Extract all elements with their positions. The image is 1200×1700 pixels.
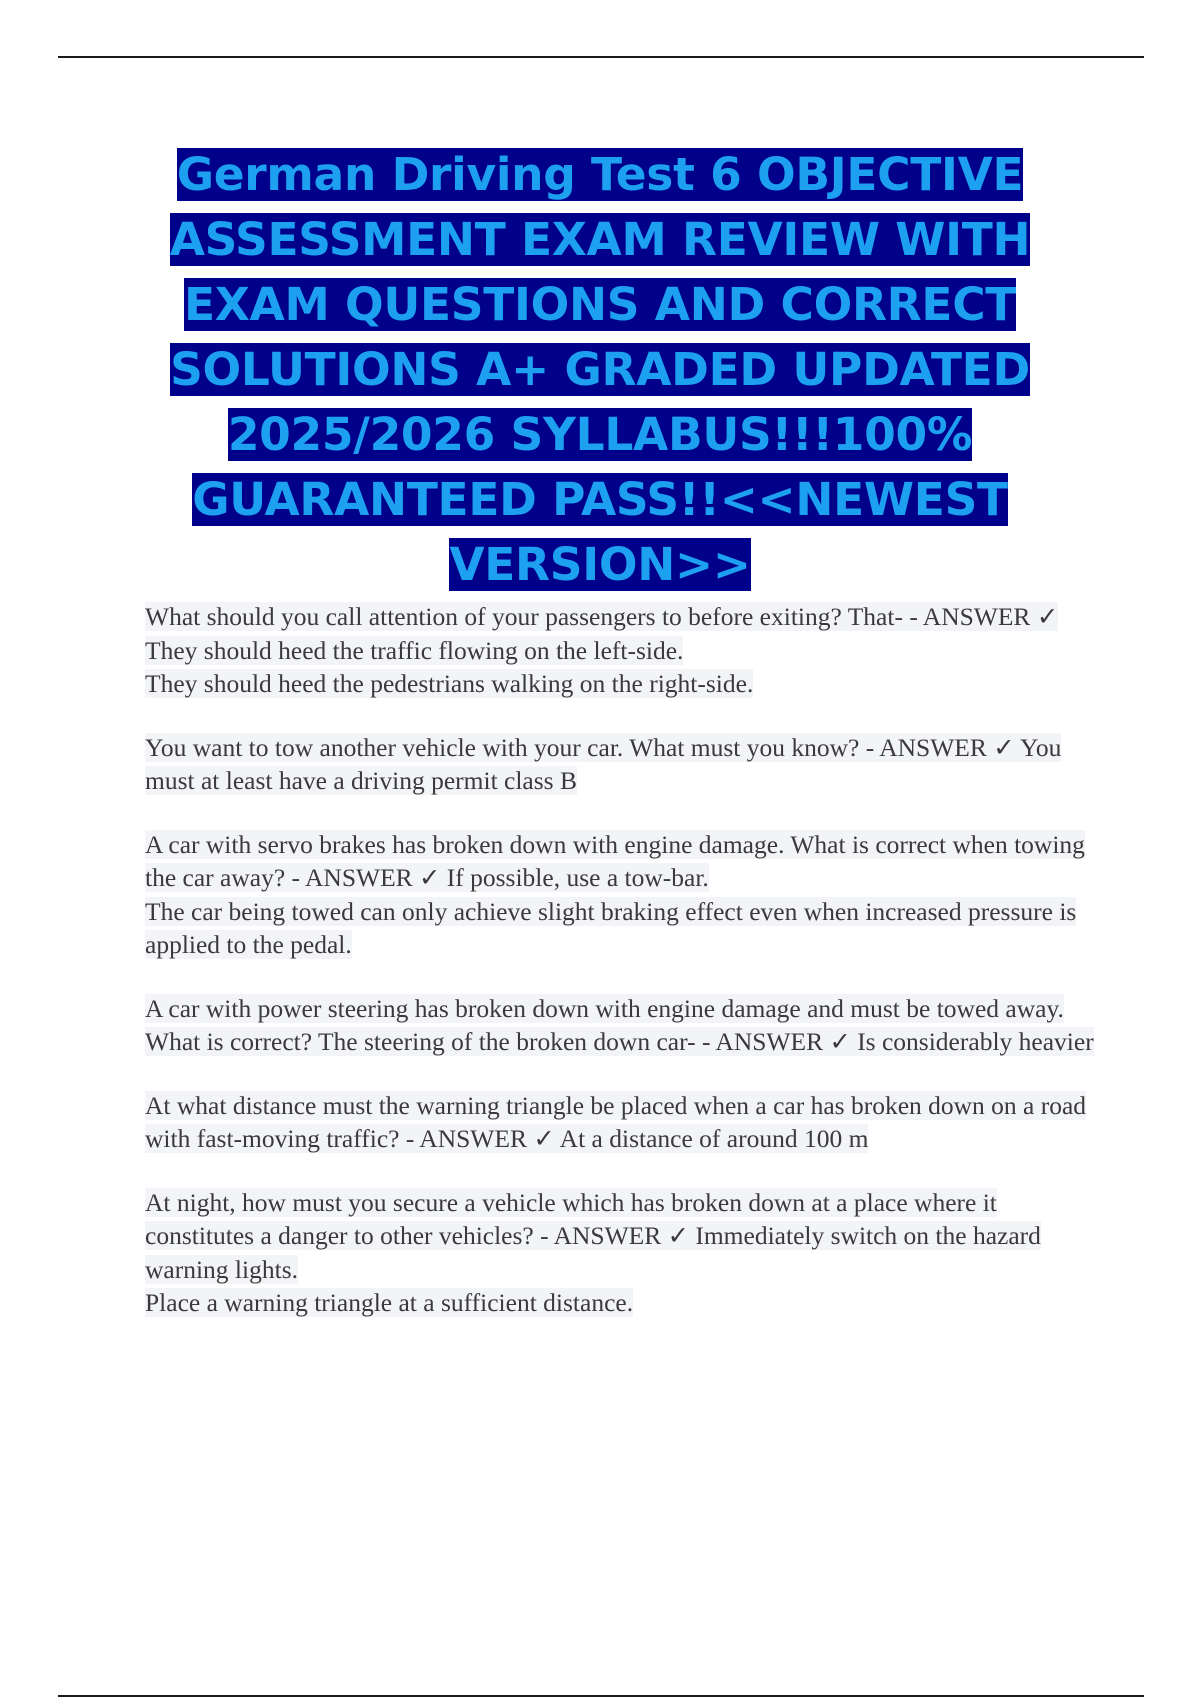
qa-text: A car with power steering has broken down with engine damage and must be towed away. What is correct? The steering of the broken down car- - ANSWER ✓ Is considerably heavier (145, 993, 1094, 1056)
qa-text: At what distance must the warning triangle be placed when a car has broken down on a road with fast-moving traffic? - ANSWER ✓ At a distance of around 100 m (145, 1090, 1087, 1153)
document-title: German Driving Test 6 OBJECTIVE ASSESSMENT EXAM REVIEW WITH EXAM QUESTIONS AND CORRECT SOLUTIONS A+ GRADED UPDATED 2025/2026 SYLLABUS!!!100% GUARANTEED PASS!!<<NEWEST VERSION>> (169, 148, 1031, 591)
qa-item (145, 1186, 1095, 1320)
qa-item (145, 992, 1095, 1059)
qa-item (145, 828, 1095, 962)
qa-item (145, 731, 1095, 798)
qa-text: You want to tow another vehicle with your car. What must you know? - ANSWER ✓ You must at least have a driving permit class B (145, 732, 1062, 795)
qa-item (145, 600, 1095, 701)
qa-text: A car with servo brakes has broken down with engine damage. What is correct when towing the car away? - ANSWER ✓ If possible, use a tow-bar. (145, 829, 1085, 892)
top-rule (58, 56, 1144, 58)
qa-item (145, 1089, 1095, 1156)
qa-text: What should you call attention of your passengers to before exiting? That- - ANSWER ✓ They should heed the traffic flowing on the left-side. (145, 602, 1059, 665)
qa-text: Place a warning triangle at a sufficient distance. (145, 1288, 634, 1317)
qa-list (145, 600, 1095, 1350)
qa-text: The car being towed can only achieve slight braking effect even when increased pressure is applied to the pedal. (145, 896, 1077, 959)
bottom-rule (58, 1695, 1144, 1697)
qa-text: At night, how must you secure a vehicle which has broken down at a place where it constitutes a danger to other vehicles? - ANSWER ✓ Immediately switch on the hazard warning lights. (145, 1187, 1041, 1284)
qa-text: They should heed the pedestrians walking on the right-side. (145, 669, 754, 698)
title-block (150, 142, 1050, 597)
